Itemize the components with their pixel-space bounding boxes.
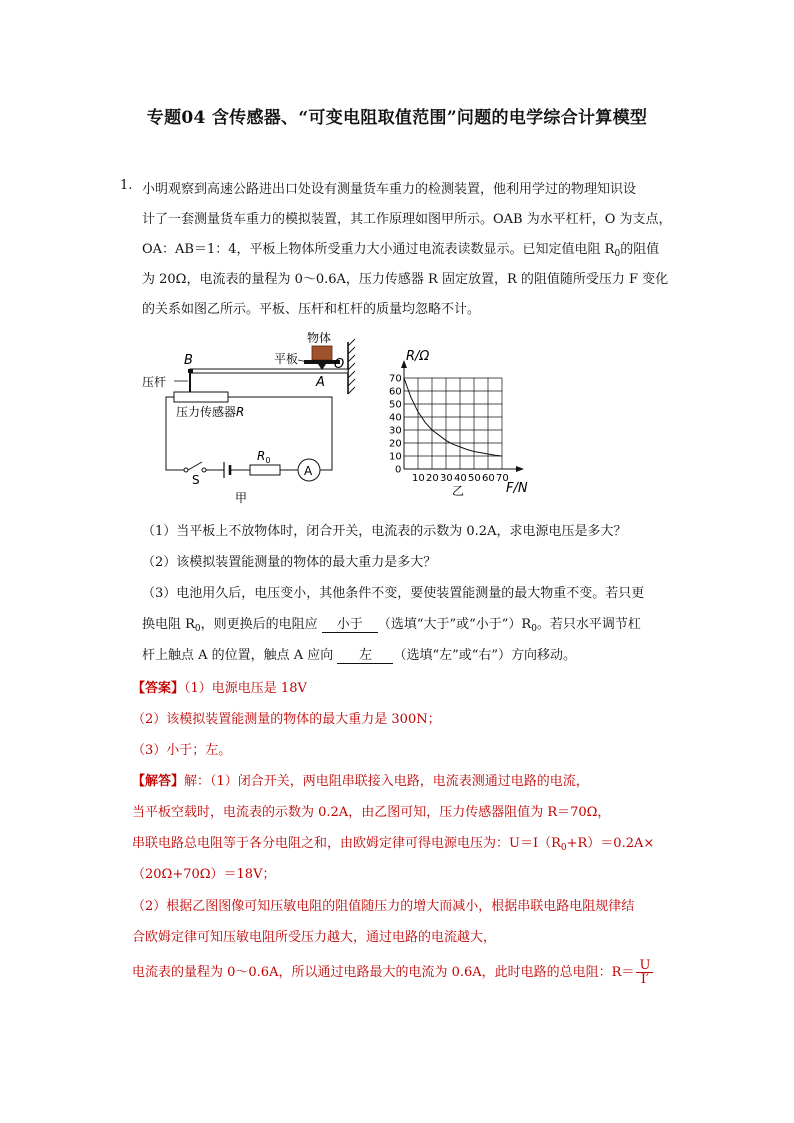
solution-line-2: 当平板空载时，电流表的示数为 0.2A，由乙图可知，压力传感器阻值为 R＝70Ω， [132, 805, 611, 820]
chart-grid [404, 378, 502, 469]
sub-question-3-line-1: （3）电池用久后，电压变小，其他条件不变，要使装置能测量的最大物重不变。若只更 [142, 586, 645, 601]
label-ammeter: A [304, 464, 313, 478]
question-line-4: 为 20Ω，电流表的量程为 0～0.6A，压力传感器 R 固定放置，R 的阻值随所受压力 F 变化 [142, 272, 669, 287]
label-plate: 平板 [274, 352, 299, 366]
answer-line-1: 【答案】（1）电源电压是 18V [132, 681, 307, 696]
figure-jia-circuit [136, 328, 366, 508]
y-tick-label: 40 [389, 412, 402, 424]
label-object: 物体 [307, 331, 332, 345]
answer-blank-2: 左 [337, 644, 393, 664]
answer-line-3: （3）小于；左。 [132, 743, 232, 758]
page-title: 专题04 含传感器、“可变电阻取值范围”问题的电学综合计算模型 [146, 108, 648, 128]
x-tick-label: 60 [482, 473, 495, 484]
x-tick-label: 50 [468, 473, 481, 484]
answer-line-2: （2）该模拟装置能测量的物体的最大重力是 300N； [132, 712, 441, 727]
solution-line-4: （20Ω+70Ω）＝18V； [132, 867, 276, 882]
caption-jia: 甲 [235, 491, 248, 505]
y-tick-label: 30 [389, 425, 402, 437]
y-tick-label: 0 [395, 464, 402, 476]
solution-line-1: 【解答】解：（1）闭合开关，两电阻串联接入电路，电流表测通过电路的电流， [132, 774, 589, 789]
chart-caption: 乙 [452, 484, 465, 498]
label-b: B [184, 353, 193, 368]
x-tick-label: 70 [496, 473, 509, 484]
question-line-1: 小明观察到高速公路进出口处设有测量货车重力的检测装置，他利用学过的物理知识设 [142, 182, 637, 197]
solution-line-3: 串联电路总电阻等于各分电阻之和，由欧姆定律可得电源电压为：$U=I(R_0+R)=0.2A\times$ [132, 836, 655, 853]
label-switch: S [192, 473, 200, 487]
y-tick-label: 20 [389, 438, 402, 450]
sub-question-3-line-3: 杆上触点 A 的位置，触点 A 应向 左 （选填“左”或“右”）方向移动。 [142, 644, 576, 664]
label-o: O [334, 357, 345, 372]
label-r0: $R_0$ [257, 449, 271, 465]
y-tick-label: 50 [389, 399, 402, 411]
figure-yi-chart [372, 342, 548, 498]
x-tick-label: 30 [440, 473, 453, 484]
x-axis-arrow [516, 466, 524, 472]
sub-question-1: （1）当平板上不放物体时，闭合开关，电流表的示数为 0.2A，求电源电压是多大？ [142, 524, 627, 539]
question-line-2: 计了一套测量货车重力的模拟装置，其工作原理如图甲所示。OAB 为水平杠杆，O 为支点， [142, 212, 672, 227]
answer-blank-1: 小于 [322, 613, 378, 633]
solution-line-7: 电流表的量程为 0～0.6A，所以通过电路最大的电流为 0.6A，此时电路的总电阻：R＝ $\frac{U}{I'}$ [132, 959, 653, 986]
y-tick-label: 10 [389, 451, 402, 463]
label-rod: 压杆 [142, 375, 167, 389]
question-line-3: OA：AB＝1：4，平板上物体所受重力大小通过电流表读数显示。已知定值电阻 $R_0$的阻值 [142, 242, 660, 259]
lever-rod [190, 369, 348, 373]
question-line-5: 的关系如图乙所示。平板、压杆和杠杆的质量均忽略不计。 [142, 302, 481, 317]
y-tick-label: 70 [389, 373, 402, 385]
solution-line-5: （2）根据乙图图像可知压敏电阻的阻值随压力的增大而减小，根据串联电路电阻规律结 [132, 899, 635, 914]
label-sensor: 压力传感器R [176, 405, 245, 419]
resistor-r0 [250, 465, 280, 475]
question-number: 1. [120, 178, 133, 193]
solution-line-6: 合欧姆定律可知压敏电阻所受压力越大，通过电路的电流越大， [132, 930, 497, 945]
label-a: A [316, 375, 325, 390]
sub-question-2: （2）该模拟装置能测量的物体的最大重力是多大？ [142, 555, 437, 570]
pressure-sensor [174, 392, 228, 402]
chart-ylabel: R/Ω [406, 349, 430, 364]
chart-xlabel: F/N [506, 481, 528, 496]
x-tick-label: 40 [454, 473, 467, 484]
x-tick-label: 20 [426, 473, 439, 484]
sub-question-3-line-2: 换电阻 $R_0$，则更换后的电阻应 小于 （选填“大于”或“小于$”)R_0$。若只水平调节杠 [142, 613, 641, 634]
x-tick-label: 10 [412, 473, 425, 484]
object-block [312, 346, 332, 360]
fraction-u-over-i: $\frac{U}{I'}$ [636, 959, 653, 986]
y-tick-label: 60 [389, 386, 402, 398]
